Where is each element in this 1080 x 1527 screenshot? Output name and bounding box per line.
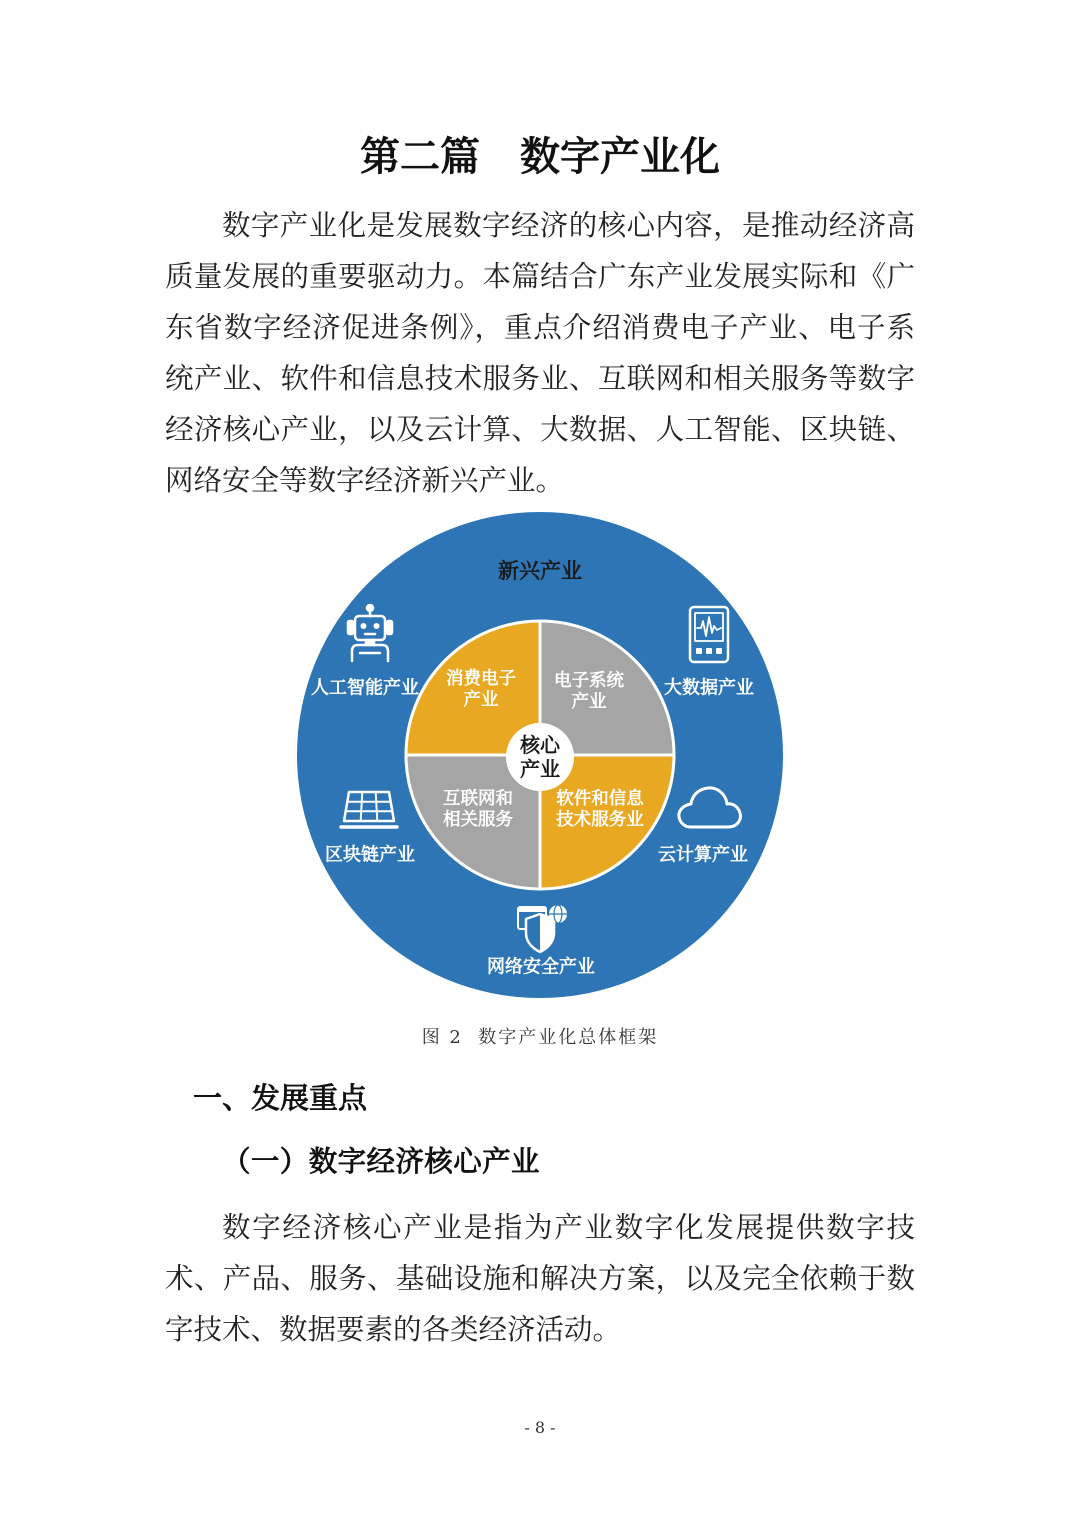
intro-paragraph-line: 经济核心产业，以及云计算、大数据、人工智能、区块链、 bbox=[165, 412, 915, 446]
quadrant-label-software-it-services: 软件和信息 bbox=[556, 789, 644, 809]
body-paragraph bbox=[165, 1202, 915, 1355]
page-title: 第二篇 数字产业化 bbox=[360, 134, 720, 180]
outer-ring-title: 新兴产业 bbox=[498, 559, 582, 583]
quadrant-label-consumer-electronics: 消费电子 bbox=[446, 669, 516, 689]
intro-paragraph-line: 统产业、软件和信息技术服务业、互联网和相关服务等数字 bbox=[165, 361, 915, 395]
intro-paragraph-line: 网络安全等数字经济新兴产业。 bbox=[165, 463, 565, 497]
intro-paragraph bbox=[165, 200, 915, 506]
emerging-label-blockchain: 区块链产业 bbox=[325, 844, 415, 866]
subsection-heading: （一）数字经济核心产业 bbox=[222, 1144, 540, 1178]
emerging-label-big-data: 大数据产业 bbox=[664, 677, 754, 699]
emerging-label-cyber-security: 网络安全产业 bbox=[487, 956, 595, 978]
intro-paragraph-line: 数字产业化是发展数字经济的核心内容，是推动经济高 bbox=[222, 208, 915, 242]
emerging-label-cloud-computing: 云计算产业 bbox=[658, 844, 748, 866]
digital-industry-framework-diagram bbox=[290, 505, 790, 1005]
core-center-label: 产业 bbox=[520, 757, 560, 781]
core-center-label: 核心 bbox=[520, 733, 560, 757]
intro-paragraph-line: 东省数字经济促进条例》，重点介绍消费电子产业、电子系 bbox=[165, 310, 915, 344]
quadrant-label-consumer-electronics: 产业 bbox=[463, 690, 499, 710]
quadrant-label-electronic-systems: 产业 bbox=[571, 692, 607, 712]
page-number: - 8 - bbox=[524, 1418, 556, 1437]
intro-paragraph-line: 质量发展的重要驱动力。本篇结合广东产业发展实际和《广 bbox=[165, 259, 915, 293]
section-heading: 一、发展重点 bbox=[193, 1081, 368, 1115]
body-paragraph-line: 字技术、数据要素的各类经济活动。 bbox=[165, 1312, 622, 1346]
emerging-label-ai: 人工智能产业 bbox=[311, 677, 419, 699]
body-paragraph-line: 术、产品、服务、基础设施和解决方案，以及完全依赖于数 bbox=[165, 1261, 915, 1295]
figure-caption: 图 2 数字产业化总体框架 bbox=[421, 1027, 659, 1048]
quadrant-label-internet-services: 相关服务 bbox=[443, 810, 513, 830]
quadrant-label-electronic-systems: 电子系统 bbox=[554, 671, 624, 691]
quadrant-label-software-it-services: 技术服务业 bbox=[556, 810, 644, 830]
quadrant-label-internet-services: 互联网和 bbox=[443, 789, 513, 809]
body-paragraph-line: 数字经济核心产业是指为产业数字化发展提供数字技 bbox=[222, 1210, 915, 1244]
